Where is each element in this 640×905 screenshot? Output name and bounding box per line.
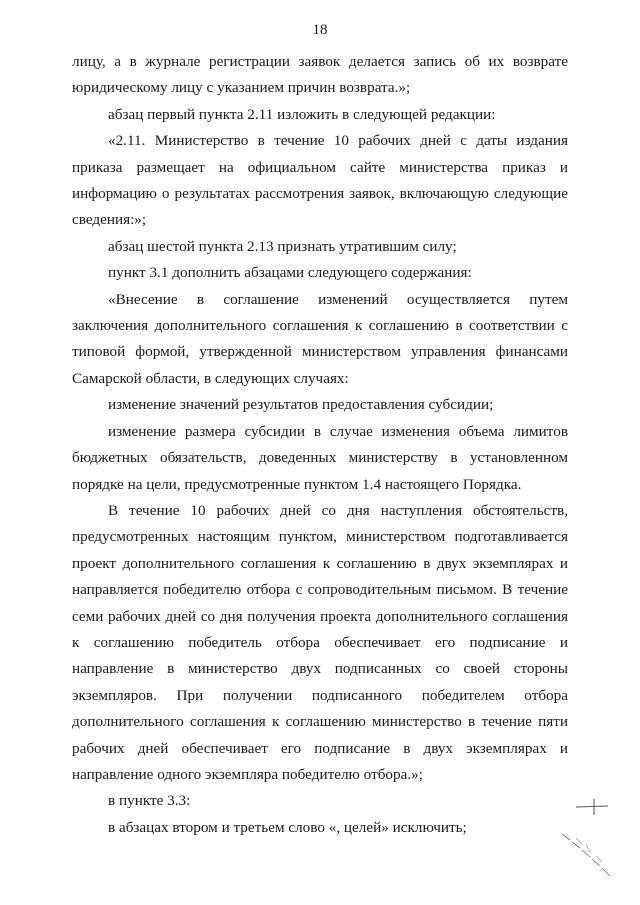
- paragraph-2-11-text: «2.11. Министерство в течение 10 рабочих дней с даты издания приказа размещает на официальном сайте министерства приказ и информацию о результатах рассмотрения заявок, включающую следующие сведения:»;: [72, 132, 568, 229]
- paragraph-2-11-amendment: абзац первый пункта 2.11 изложить в следующей редакции:: [108, 105, 496, 123]
- document-body: [72, 49, 568, 841]
- paragraph-continuation: лицу, а в журнале регистрации заявок делается запись об их возврате юридическому лицу с указанием причин возврата.»;: [72, 53, 568, 97]
- paragraph-3-3-intro: в пункте 3.3:: [108, 792, 191, 810]
- page-number: 18: [312, 22, 328, 38]
- pencil-mark: [572, 798, 612, 816]
- paragraph-case-results: изменение значений результатов предоставления субсидии;: [108, 396, 494, 414]
- paragraph-3-1-intro: пункт 3.1 дополнить абзацами следующего содержания:: [108, 264, 472, 282]
- paragraph-3-3-exclude: в абзацах втором и третьем слово «, целей» исключить;: [108, 818, 467, 836]
- paragraph-procedure: В течение 10 рабочих дней со дня наступления обстоятельств, предусмотренных настоящим пунктом, министерством подготавливается проект дополнительного соглашения к соглашению в двух экземплярах и направляется победителю отбора с сопроводительным письмом. В течение семи рабочих дней со дня получения проекта дополнительного соглашения к соглашению победитель отбора обеспечивает его подписание и направление в министерство двух подписанных со своей стороны экземпляров. При получении подписанного победителем отбора дополнительного соглашения к соглашению министерство в течение пяти рабочих дней обеспечивает его подписание в двух экземплярах и направление одного экземпляра победителю отбора.»;: [72, 501, 568, 783]
- paragraph-2-13-repeal: абзац шестой пункта 2.13 признать утратившим силу;: [108, 237, 457, 255]
- margin-scribble: [556, 830, 616, 880]
- paragraph-case-size: изменение размера субсидии в случае изменения объема лимитов бюджетных обязательств, доведенных министерству в установленном порядке на цели, предусмотренные пунктом 1.4 настоящего Порядка.: [72, 422, 568, 493]
- paragraph-3-1-amendments: «Внесение в соглашение изменений осуществляется путем заключения дополнительного соглашения к соглашению в соответствии с типовой формой, утвержденной министерством управления финансами Самарской области, в следующих случаях:: [72, 290, 568, 387]
